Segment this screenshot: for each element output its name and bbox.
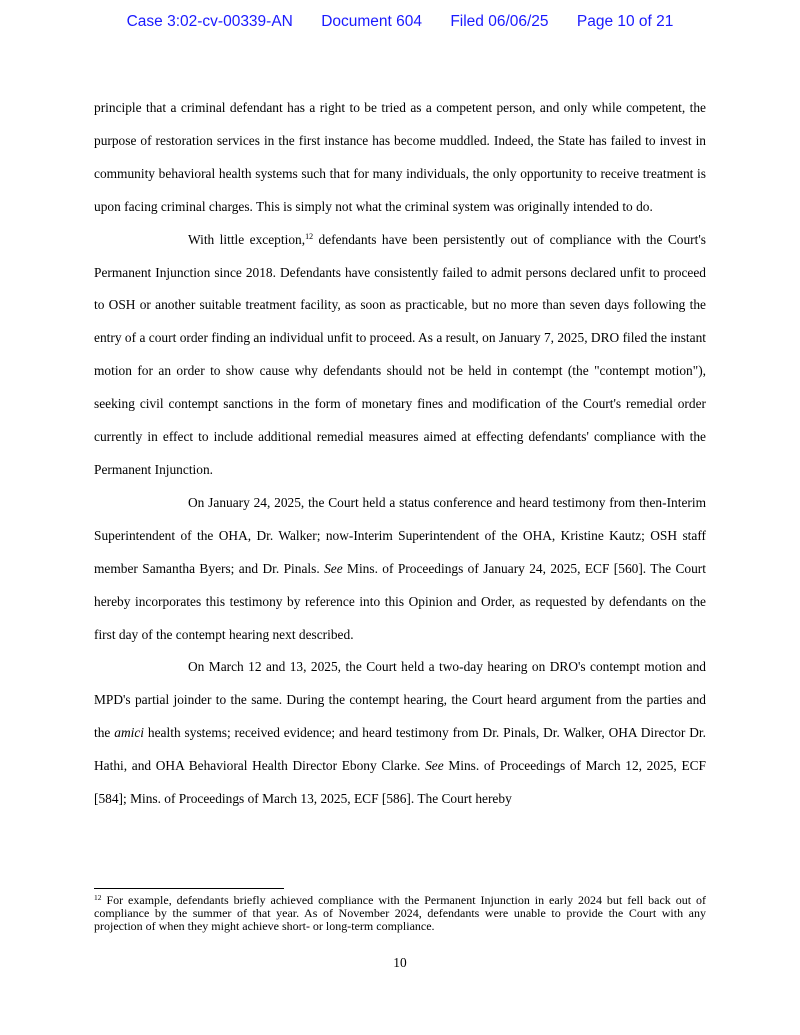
paragraph-4-middle: health systems; received evidence; and heard testimony from Dr. Pinals, Dr. Walker, OHA Director Dr. Hathi, and OHA Behavioral Health Director Ebony Clarke. [94,725,706,774]
paragraph-3-rest: Mins. of Proceedings of January 24, 2025, ECF [560]. The Court hereby incorporates this testimony by reference into this Opinion and Order, as requested by defendants on the first day of the contempt hearing next described. [94,560,706,642]
footnote-number: 12 [94,893,102,902]
paragraph-4-start: On March 12 and 13, 2025, the Court held a two-day hearing on DRO's contempt motion and MPD's partial joinder to the same. During the contempt hearing, the Court heard argument from the parties and the [94,659,706,741]
paragraph-3 [94,487,706,652]
footnote-divider [94,888,284,889]
document-header [0,13,800,31]
see-signal: See [425,758,444,774]
case-number: Case 3:02-cv-00339-AN [126,13,293,30]
amici-term: amici [114,725,145,741]
footnote-ref-12[interactable]: 12 [305,231,314,241]
filed-date: Filed 06/06/25 [450,13,549,30]
paragraph-2 [94,224,706,487]
page-count: Page 10 of 21 [576,13,674,30]
document-number: Document 604 [321,13,422,30]
paragraph-3-start: On January 24, 2025, the Court held a status conference and heard testimony from then-Interim Superintendent of the OHA, Dr. Walker; now-Interim Superintendent of the OHA, Kristine Kautz; OSH staff member Samantha Byers; and Dr. Pinals. [94,494,706,576]
paragraph-2-start: With little exception, [188,231,306,247]
footnote-text: For example, defendants briefly achieved compliance with the Permanent Injunction in early 2024 but fell back out of compliance by the summer of that year. As of November 2024, defendants were unable to provide the Court with any projection of when they might achieve short- or long-term compliance. [94,893,706,934]
footnote-12 [94,894,706,934]
see-signal: See [324,560,343,576]
paragraph-4-rest: Mins. of Proceedings of March 12, 2025, ECF [584]; Mins. of Proceedings of March 13, 2025, ECF [586]. The Court hereby [94,758,706,807]
paragraph-1: principle that a criminal defendant has a right to be tried as a competent person, and only while competent, the purpose of restoration services in the first instance has become muddled. Indeed, the State has failed to invest in community behavioral health systems such that for many individuals, the only opportunity to receive treatment is upon facing criminal charges. This is simply not what the criminal system was originally intended to do. [94,100,706,214]
paragraph-2-rest: defendants have been persistently out of compliance with the Court's Permanent Injunction since 2018. Defendants have consistently failed to admit persons declared unfit to proceed to OSH or another suitable treatment facility, as soon as practicable, but no more than seven days following the entry of a court order finding an individual unfit to proceed. As a result, on January 7, 2025, DRO filed the instant motion for an order to show cause why defendants should not be held in contempt (the "contempt motion"), seeking civil contempt sanctions in the form of monetary fines and modification of the Court's remedial order currently in effect to include additional remedial measures aimed at effecting defendants' compliance with the Permanent Injunction. [94,231,706,477]
page-number: 10 [393,955,407,970]
paragraph-4 [94,651,706,816]
opinion-body [94,92,706,816]
